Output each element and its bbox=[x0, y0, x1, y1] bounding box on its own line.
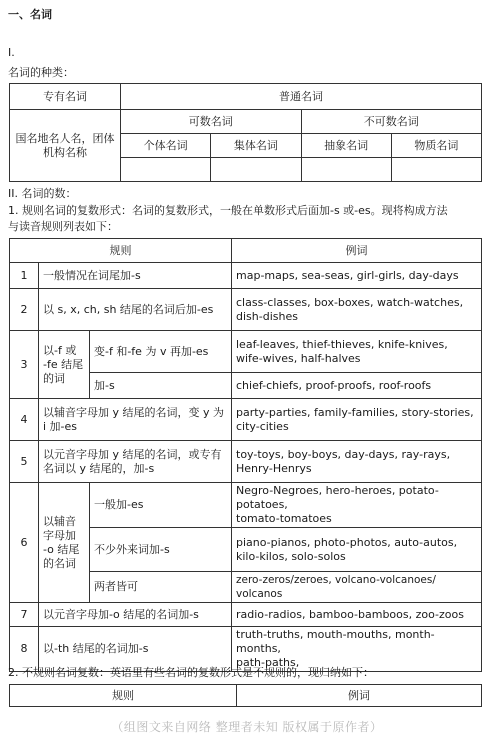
irregular-intro: 2. 不规则名词复数：英语里有些名词的复数形式是不规则的，现归纳如下： bbox=[8, 666, 374, 679]
rule-line: 以元音字母加 y 结尾的名词，或专有 bbox=[43, 447, 222, 461]
sub-rule-cell: 一般加-es bbox=[90, 483, 232, 528]
sub-rule-cell: 变-f 和-fe 为 v 再加-es bbox=[90, 331, 232, 373]
rule-cell bbox=[39, 441, 232, 483]
rule-header: 规则 bbox=[10, 685, 237, 707]
category-cell bbox=[39, 483, 90, 603]
example-line: wife-wives, half-halves bbox=[236, 351, 361, 365]
proper-noun-header: 专有名词 bbox=[10, 84, 121, 110]
example-cell bbox=[232, 289, 482, 331]
example-line: truth-truths, mouth-mouths, month-months, bbox=[236, 628, 435, 655]
empty-cell bbox=[391, 158, 481, 182]
empty-cell bbox=[121, 158, 211, 182]
roman-one: I. bbox=[8, 46, 15, 59]
example-line: Negro-Negroes, hero-heroes, potato-potatoes, bbox=[236, 484, 439, 511]
example-line: Henry-Henrys bbox=[236, 461, 312, 475]
example-line: piano-pianos, photo-photos, auto-autos, bbox=[236, 535, 458, 549]
category-cell bbox=[39, 331, 90, 399]
example-line: dish-dishes bbox=[236, 309, 298, 323]
example-line: tomato-tomatoes bbox=[236, 512, 332, 525]
category-line: -o 结尾 bbox=[43, 542, 80, 556]
example-cell: chief-chiefs, proof-proofs, roof-roofs bbox=[232, 373, 482, 399]
example-cell bbox=[232, 331, 482, 373]
rule-cell: 一般情况在词尾加-s bbox=[39, 263, 232, 289]
material-noun: 物质名词 bbox=[391, 134, 481, 158]
abstract-noun: 抽象名词 bbox=[301, 134, 391, 158]
example-line: city-cities bbox=[236, 419, 289, 433]
row-number: 8 bbox=[10, 627, 39, 672]
sub-rule-cell: 不少外来词加-s bbox=[90, 528, 232, 572]
category-line: 以辅音 bbox=[43, 514, 76, 528]
row-number: 6 bbox=[10, 483, 39, 603]
kinds-title: 名词的种类： bbox=[8, 66, 74, 79]
noun-kinds-table bbox=[9, 83, 482, 182]
watermark-caption: （组图文来自网络 整理者未知 版权属于原作者） bbox=[111, 720, 383, 734]
example-line: party-parties, family-families, story-stories, bbox=[236, 405, 474, 419]
rule-header: 规则 bbox=[10, 239, 232, 263]
example-cell: zero-zeros/zeroes, volcano-volcanoes/ volcanos bbox=[232, 572, 482, 603]
plural-intro-line-1: 1. 规则名词的复数形式：名词的复数形式，一般在单数形式后面加-s 或-es。现将构成方法 bbox=[8, 204, 448, 217]
rule-cell: 以-th 结尾的名词加-s bbox=[39, 627, 232, 672]
rule-line: i 加-es bbox=[43, 419, 78, 433]
example-cell: map-maps, sea-seas, girl-girls, day-days bbox=[232, 263, 482, 289]
plural-rules-table bbox=[9, 238, 482, 672]
rule-line: 以辅音字母加 y 结尾的名词，变 y 为 bbox=[43, 405, 225, 419]
irregular-table bbox=[9, 684, 482, 707]
row-number: 3 bbox=[10, 331, 39, 399]
example-cell bbox=[232, 483, 482, 528]
empty-cell bbox=[301, 158, 391, 182]
example-cell: radio-radios, bamboo-bamboos, zoo-zoos bbox=[232, 603, 482, 627]
example-cell bbox=[232, 627, 482, 672]
example-line: class-classes, box-boxes, watch-watches, bbox=[236, 295, 464, 309]
example-cell bbox=[232, 528, 482, 572]
row-number: 5 bbox=[10, 441, 39, 483]
category-line: 字母加 bbox=[43, 528, 76, 542]
section-title: 一、名词 bbox=[8, 8, 52, 21]
category-line: -fe 结尾 bbox=[43, 357, 84, 371]
proper-noun-desc: 国名地名人名，团体机构名称 bbox=[10, 110, 121, 182]
empty-cell bbox=[211, 158, 301, 182]
plural-intro-line-2: 与读音规则列表如下： bbox=[8, 220, 118, 233]
countable-header: 可数名词 bbox=[121, 110, 302, 134]
individual-noun: 个体名词 bbox=[121, 134, 211, 158]
example-line: kilo-kilos, solo-solos bbox=[236, 549, 346, 563]
sub-rule-cell: 两者皆可 bbox=[90, 572, 232, 603]
number-title: II. 名词的数： bbox=[8, 187, 77, 200]
example-header: 例词 bbox=[232, 239, 482, 263]
common-noun-header: 普通名词 bbox=[121, 84, 482, 110]
rule-cell bbox=[39, 399, 232, 441]
example-line: path-paths, bbox=[236, 656, 300, 669]
rule-cell: 以元音字母加-o 结尾的名词加-s bbox=[39, 603, 232, 627]
example-line: leaf-leaves, thief-thieves, knife-knives, bbox=[236, 337, 448, 351]
category-line: 的词 bbox=[43, 371, 65, 385]
row-number: 4 bbox=[10, 399, 39, 441]
category-line: 以-f 或 bbox=[43, 343, 77, 357]
collective-noun: 集体名词 bbox=[211, 134, 301, 158]
uncountable-header: 不可数名词 bbox=[301, 110, 482, 134]
example-cell bbox=[232, 441, 482, 483]
row-number: 7 bbox=[10, 603, 39, 627]
sub-rule-cell: 加-s bbox=[90, 373, 232, 399]
category-line: 的名词 bbox=[43, 556, 76, 570]
row-number: 1 bbox=[10, 263, 39, 289]
rule-line: 名词以 y 结尾的，加-s bbox=[43, 461, 155, 475]
example-cell bbox=[232, 399, 482, 441]
example-line: toy-toys, boy-boys, day-days, ray-rays, bbox=[236, 447, 451, 461]
row-number: 2 bbox=[10, 289, 39, 331]
rule-cell: 以 s, x, ch, sh 结尾的名词后加-es bbox=[39, 289, 232, 331]
example-header: 例词 bbox=[237, 685, 482, 707]
